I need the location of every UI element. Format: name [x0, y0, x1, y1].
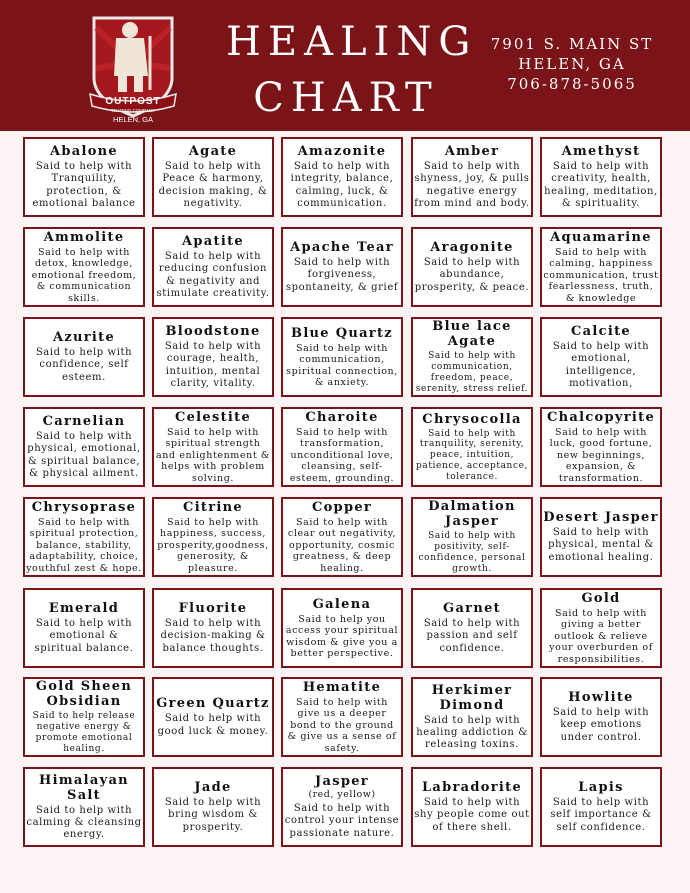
stone-description: Said to help with happiness, success, prosperity,goodness, generosity, & pleasure. — [157, 516, 269, 574]
stone-name: Fluorite — [178, 601, 248, 617]
stone-name: Dalmation Jasper — [428, 499, 516, 530]
stone-name: Jasper — [315, 774, 369, 790]
stone-card — [23, 588, 145, 668]
stone-description: Said to help release negative energy & promote emotional healing. — [32, 711, 136, 754]
stone-name: Gold Sheen Obsidian — [35, 679, 133, 710]
stone-description: Said to help with physical, emotional, & spiritual balance, & physical ailment. — [27, 431, 141, 479]
header-banner — [0, 0, 690, 131]
stone-description: Said to help with communication, spiritual connection, & anxiety. — [286, 342, 398, 388]
stone-description: Said to help you access your spiritual wisdom & give you a better perspective. — [285, 613, 399, 659]
stone-name: Hematite — [302, 679, 382, 695]
stone-card — [281, 677, 403, 757]
stone-card — [411, 407, 533, 487]
stone-card — [411, 588, 533, 668]
stone-card — [152, 677, 274, 757]
stone-description: Said to help with good luck & money. — [157, 713, 269, 737]
page-title-line2: CHART — [253, 75, 439, 121]
stone-description: Said to help with give us a deeper bond to the ground & give us a sense of safety. — [287, 696, 397, 754]
stone-description: Said to help with Peace & harmony, decision making, & negativity. — [158, 161, 268, 209]
stone-name: Garnet — [443, 601, 501, 617]
stone-description: Said to help with abundance, prosperity, & peace. — [414, 257, 530, 293]
stone-description: Said to help with forgiveness, spontaneity, & grief — [285, 257, 399, 293]
stone-description: Said to help with calming, happiness communication, trust fearlessness, truth, & knowledge — [543, 246, 659, 304]
stone-description: Said to help with shyness, joy, & pulls negative energy from mind and body. — [414, 161, 530, 209]
stone-description: Said to help with transformation, unconditional love, cleansing, self-esteem, grounding. — [289, 426, 395, 484]
stone-card — [540, 407, 662, 487]
stone-grid — [23, 137, 667, 883]
stone-description: Said to help with communication, freedom, peace, serenity, stress relief. — [415, 351, 529, 394]
stone-description: Said to help with spiritual strength and enlightenment & helps with problem solving. — [156, 426, 270, 484]
stone-card — [281, 227, 403, 307]
stone-name: Aquamarine — [550, 229, 652, 245]
stone-card — [152, 497, 274, 577]
outpost-logo — [86, 8, 180, 126]
stone-name: Lapis — [578, 780, 624, 796]
stone-name: Bloodstone — [165, 324, 261, 340]
stone-name: Herkimer Dimond — [431, 682, 513, 713]
stone-card — [281, 497, 403, 577]
stone-name: Ammolite — [43, 229, 125, 245]
stone-card — [23, 407, 145, 487]
address-street: 7901 S. MAIN ST — [490, 35, 654, 53]
stone-card — [152, 588, 274, 668]
stone-card — [152, 767, 274, 847]
stone-description: Said to help with keep emotions under control. — [552, 707, 650, 743]
stone-card — [23, 767, 145, 847]
stone-description: Said to help with reducing confusion & negativity and stimulate creativity. — [156, 251, 270, 299]
stone-description: Said to help with luck, good fortune, new beginnings, expansion, & transformation. — [549, 426, 653, 484]
stone-name: Charoite — [305, 409, 379, 425]
stone-card — [152, 407, 274, 487]
stone-card — [281, 767, 403, 847]
stone-name: Chrysocolla — [422, 411, 522, 427]
stone-card — [281, 588, 403, 668]
store-address — [482, 34, 662, 94]
page-title-line1: HEALING — [226, 19, 478, 65]
stone-name: Citrine — [183, 499, 243, 515]
stone-card — [281, 407, 403, 487]
stone-description: Said to help with calming & cleansing energy. — [26, 804, 142, 841]
stone-name: Amazonite — [297, 144, 387, 160]
logo-location-text: HELEN, GA — [112, 115, 154, 124]
stone-card — [540, 767, 662, 847]
stone-name: Abalone — [49, 144, 119, 160]
stone-description: Said to help with self importance & self confidence. — [550, 797, 652, 833]
stone-name: Howlite — [568, 690, 634, 706]
stone-description: Said to help with passion and self confidence. — [423, 618, 521, 654]
stone-description: Said to help with shy people come out of there shell. — [414, 797, 530, 833]
stone-card — [23, 497, 145, 577]
stone-description: Said to help with emotional & spiritual balance. — [34, 618, 134, 654]
stone-name: Blue lace Agate — [432, 319, 512, 350]
stone-name: Carnelian — [42, 414, 126, 430]
stone-description: Said to help with giving a better outlook & relieve your overburden of responsibilities. — [549, 607, 653, 665]
stone-name: Labradorite — [421, 780, 523, 796]
stone-description: Said to help with physical, mental & emotional healing. — [548, 527, 654, 563]
stone-card — [411, 227, 533, 307]
stone-description: Said to help with spiritual protection, balance, stability, adaptability, choice, youthful zest & hope. — [26, 516, 142, 574]
phone-number: 706-878-5065 — [507, 75, 637, 93]
stone-card — [152, 137, 274, 217]
stone-name: Himalayan Salt — [39, 772, 129, 803]
stone-description: Said to help with detox, knowledge, emotional freedom, & communication skills. — [31, 246, 137, 304]
stone-card — [281, 137, 403, 217]
stone-card — [411, 317, 533, 397]
stone-card — [23, 317, 145, 397]
stone-name: Jade — [194, 780, 232, 796]
stone-name: Green Quartz — [156, 696, 270, 712]
stone-name: Apatite — [182, 234, 244, 250]
stone-card — [411, 497, 533, 577]
stone-card — [540, 227, 662, 307]
stone-card — [23, 227, 145, 307]
stone-card — [540, 497, 662, 577]
stone-card — [540, 588, 662, 668]
page-title — [226, 14, 478, 126]
stone-name: Copper — [311, 499, 373, 515]
stone-name: Emerald — [48, 601, 120, 617]
stone-name: Celestite — [174, 409, 252, 425]
stone-name: Amethyst — [561, 144, 641, 160]
stone-card — [411, 137, 533, 217]
logo-brand-text: OUTPOST — [105, 96, 161, 107]
stone-name: Chalcopyrite — [546, 409, 656, 425]
stone-card — [281, 317, 403, 397]
address-city: HELEN, GA — [518, 55, 626, 73]
stone-name: Calcite — [571, 324, 631, 340]
stone-description: Said to help with integrity, balance, calming, luck, & communication. — [290, 161, 394, 209]
stone-name: Apache Tear — [290, 240, 394, 256]
logo-tagline-text: TRADING COMPANY — [111, 108, 155, 113]
stone-name: Blue Quartz — [291, 325, 393, 341]
stone-description: Said to help with courage, health, intuition, mental clarity, vitality. — [164, 341, 262, 389]
stone-description: Said to help with confidence, self esteem. — [35, 347, 133, 383]
stone-card — [152, 317, 274, 397]
stone-description: Said to help with bring wisdom & prosperity. — [164, 797, 262, 833]
stone-subtitle: (red, yellow) — [308, 789, 376, 801]
stone-name: Chrysoprase — [31, 499, 137, 515]
stone-description: Said to help with Tranquility, protection, & emotional balance — [32, 161, 136, 209]
stone-name: Azurite — [52, 330, 116, 346]
stone-card — [152, 227, 274, 307]
stone-description: Said to help with creativity, health, healing, meditation, & spirituality. — [544, 161, 658, 209]
stone-card — [540, 677, 662, 757]
stone-name: Galena — [312, 596, 372, 612]
stone-card — [540, 137, 662, 217]
stone-name: Gold — [581, 590, 621, 606]
stone-card — [540, 317, 662, 397]
stone-description: Said to help with clear out negativity, opportunity, cosmic greatness, & deep healing. — [287, 516, 397, 574]
stone-card — [23, 677, 145, 757]
stone-card — [411, 767, 533, 847]
stone-name: Desert Jasper — [543, 510, 659, 526]
stone-name: Amber — [444, 144, 500, 160]
stone-description: Said to help with tranquility, serenity, peace, intuition, patience, acceptance, tolerance. — [416, 428, 528, 482]
stone-description: Said to help with control your intense passionate nature. — [284, 803, 400, 839]
stone-description: Said to help with decision-making & balance thoughts. — [160, 618, 266, 654]
stone-name: Agate — [188, 144, 238, 160]
stone-description: Said to help with emotional, intelligence, motivation, — [552, 341, 650, 389]
stone-description: Said to help with healing addiction & releasing toxins. — [416, 714, 528, 751]
stone-description: Said to help with positivity, self-confidence, personal growth. — [418, 531, 526, 574]
stone-card — [411, 677, 533, 757]
stone-name: Aragonite — [430, 240, 514, 256]
stone-card — [23, 137, 145, 217]
